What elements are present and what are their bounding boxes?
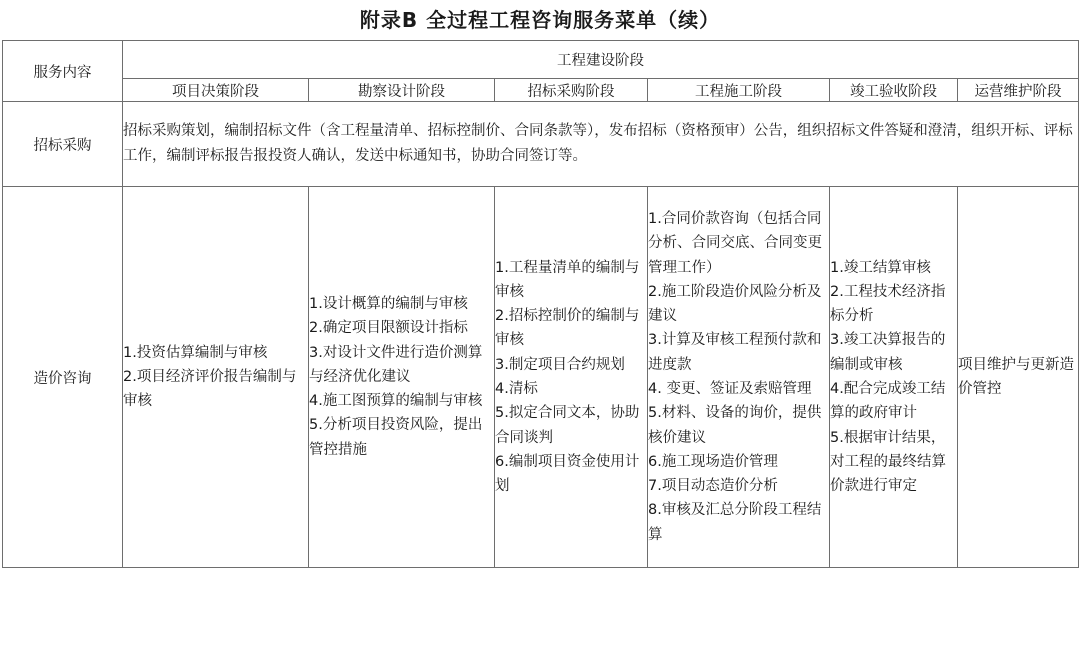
list-item: 5.根据审计结果，对工程的最终结算价款进行审定 [830, 429, 946, 495]
stage-header: 运营维护阶段 [958, 79, 1079, 102]
list-item: 7.项目动态造价分析 [648, 478, 778, 495]
list-item: 2.确定项目限额设计指标 [309, 320, 468, 337]
stage-cell-acceptance [830, 187, 958, 568]
item-list [309, 292, 494, 462]
stage-cell-construction [648, 187, 830, 568]
stage-header: 工程施工阶段 [648, 79, 830, 102]
stage-header: 招标采购阶段 [495, 79, 648, 102]
service-menu-table [2, 40, 1079, 568]
item-list [958, 353, 1078, 402]
bidding-description: 招标采购策划，编制招标文件（含工程量清单、招标控制价、合同条款等），发布招标（资格预审）公告，组织招标文件答疑和澄清，组织开标、评标工作，编制评标报告报投资人确认，发送中标通知书，协助合同签订等。 [123, 102, 1079, 187]
list-item: 2.工程技术经济指标分析 [830, 283, 946, 325]
list-item: 4. 变更、签证及索赔管理 [648, 381, 812, 397]
row-label: 造价咨询 [3, 187, 123, 568]
list-item: 1.合同价款咨询（包括合同分析、合同交底、合同变更管理工作） [648, 210, 822, 276]
list-item: 3.对设计文件进行造价测算与经济优化建议 [309, 344, 483, 385]
list-item: 2.施工阶段造价风险分析及建议 [648, 283, 822, 325]
corner-header: 服务内容 [3, 41, 123, 102]
stage-header: 勘察设计阶段 [309, 79, 495, 102]
list-item: 4.配合完成竣工结算的政府审计 [830, 381, 946, 422]
row-label: 招标采购 [3, 102, 123, 187]
list-item: 4.清标 [495, 381, 538, 397]
list-item: 1.工程量清单的编制与审核 [495, 259, 640, 300]
list-item: 3.计算及审核工程预付款和进度款 [648, 332, 822, 373]
list-item: 项目维护与更新造价管控 [958, 356, 1074, 397]
item-list [830, 256, 957, 499]
stage-cell-bidding [495, 187, 648, 568]
item-list [495, 256, 647, 499]
stage-header: 项目决策阶段 [123, 79, 309, 102]
stage-cell-design [309, 187, 495, 568]
list-item: 5.材料、设备的询价，提供核价建议 [648, 405, 822, 446]
list-item: 6.编制项目资金使用计划 [495, 453, 640, 495]
page-title: 附录B 全过程工程咨询服务菜单（续） [359, 8, 721, 32]
list-item: 8.审核及汇总分阶段工程结算 [648, 502, 822, 543]
list-item: 5.分析项目投资风险，提出管控措施 [309, 417, 483, 458]
list-item: 2.项目经济评价报告编制与审核 [123, 368, 297, 410]
stage-cell-decision [123, 187, 309, 568]
list-item: 1.投资估算编制与审核 [123, 344, 268, 361]
group-header: 工程建设阶段 [123, 41, 1079, 79]
list-item: 1.设计概算的编制与审核 [309, 295, 468, 312]
item-list [123, 341, 308, 414]
list-item: 1.竣工结算审核 [830, 259, 931, 276]
list-item: 3.竣工决算报告的编制或审核 [830, 332, 946, 373]
list-item: 4.施工图预算的编制与审核 [309, 393, 483, 410]
stage-cell-operation [958, 187, 1079, 568]
list-item: 3.制定项目合约规划 [495, 356, 625, 373]
list-item: 2.招标控制价的编制与审核 [495, 308, 640, 349]
list-item: 6.施工现场造价管理 [648, 453, 778, 470]
stage-header: 竣工验收阶段 [830, 79, 958, 102]
list-item: 5.拟定合同文本，协助合同谈判 [495, 405, 640, 446]
item-list [648, 207, 829, 547]
